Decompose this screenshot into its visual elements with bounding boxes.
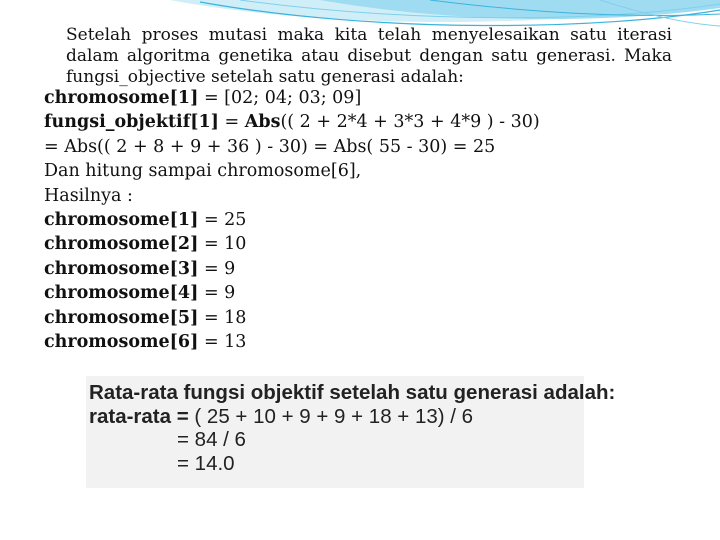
- result-value: = 13: [198, 332, 247, 353]
- average-formula-line: [89, 405, 615, 429]
- result-label: chromosome[3]: [44, 258, 199, 279]
- chromosome-1-label: chromosome[1]: [44, 88, 199, 108]
- result-item: [44, 281, 246, 305]
- result-value: = 9: [198, 258, 236, 279]
- result-value: = 18: [198, 307, 247, 328]
- intro-paragraph: Setelah proses mutasi maka kita telah menyelesaikan satu iterasi dalam algoritma genetika atau disebut dengan satu generasi. Maka fungsi_objective setelah satu generasi adalah:: [66, 25, 672, 87]
- fungsi-equals: =: [218, 112, 245, 133]
- average-step-2: = 14.0: [177, 451, 235, 475]
- calculation-line: = Abs(( 2 + 8 + 9 + 36 ) - 30) = Abs( 55 - 30) = 25: [44, 136, 496, 157]
- result-item: [44, 208, 246, 232]
- result-label: chromosome[2]: [44, 234, 199, 255]
- result-label: chromosome[6]: [44, 332, 199, 353]
- average-calculation: [89, 381, 615, 475]
- result-label: chromosome[4]: [44, 283, 199, 304]
- average-heading: Rata-rata fungsi objektif setelah satu generasi adalah:: [89, 381, 616, 404]
- result-item: [44, 232, 246, 256]
- chromosome-1-line: [44, 86, 684, 110]
- result-item: [44, 257, 246, 281]
- continue-line: Dan hitung sampai chromosome[6],: [44, 161, 362, 182]
- fungsi-objektif-line: [44, 110, 684, 134]
- result-heading: Hasilnya :: [44, 185, 133, 206]
- average-step-1: = 84 / 6: [177, 428, 246, 451]
- result-label: chromosome[5]: [44, 307, 199, 328]
- result-value: = 9: [198, 283, 236, 304]
- results-list: [44, 208, 246, 354]
- result-item: [44, 330, 246, 354]
- result-value: = 10: [198, 234, 247, 255]
- calculation-block: [44, 86, 684, 208]
- result-item: [44, 306, 246, 330]
- chromosome-1-value: = [02; 04; 03; 09]: [198, 88, 362, 108]
- result-value: = 25: [198, 210, 247, 230]
- result-label: chromosome[1]: [44, 210, 199, 230]
- fungsi-objektif-label: fungsi_objektif[1]: [44, 112, 219, 133]
- fungsi-abs: Abs: [244, 112, 281, 133]
- fungsi-expression: (( 2 + 2*4 + 3*3 + 4*9 ) - 30): [280, 112, 540, 133]
- average-expression: ( 25 + 10 + 9 + 9 + 18 + 13) / 6: [194, 404, 474, 428]
- average-label: rata-rata =: [89, 404, 195, 428]
